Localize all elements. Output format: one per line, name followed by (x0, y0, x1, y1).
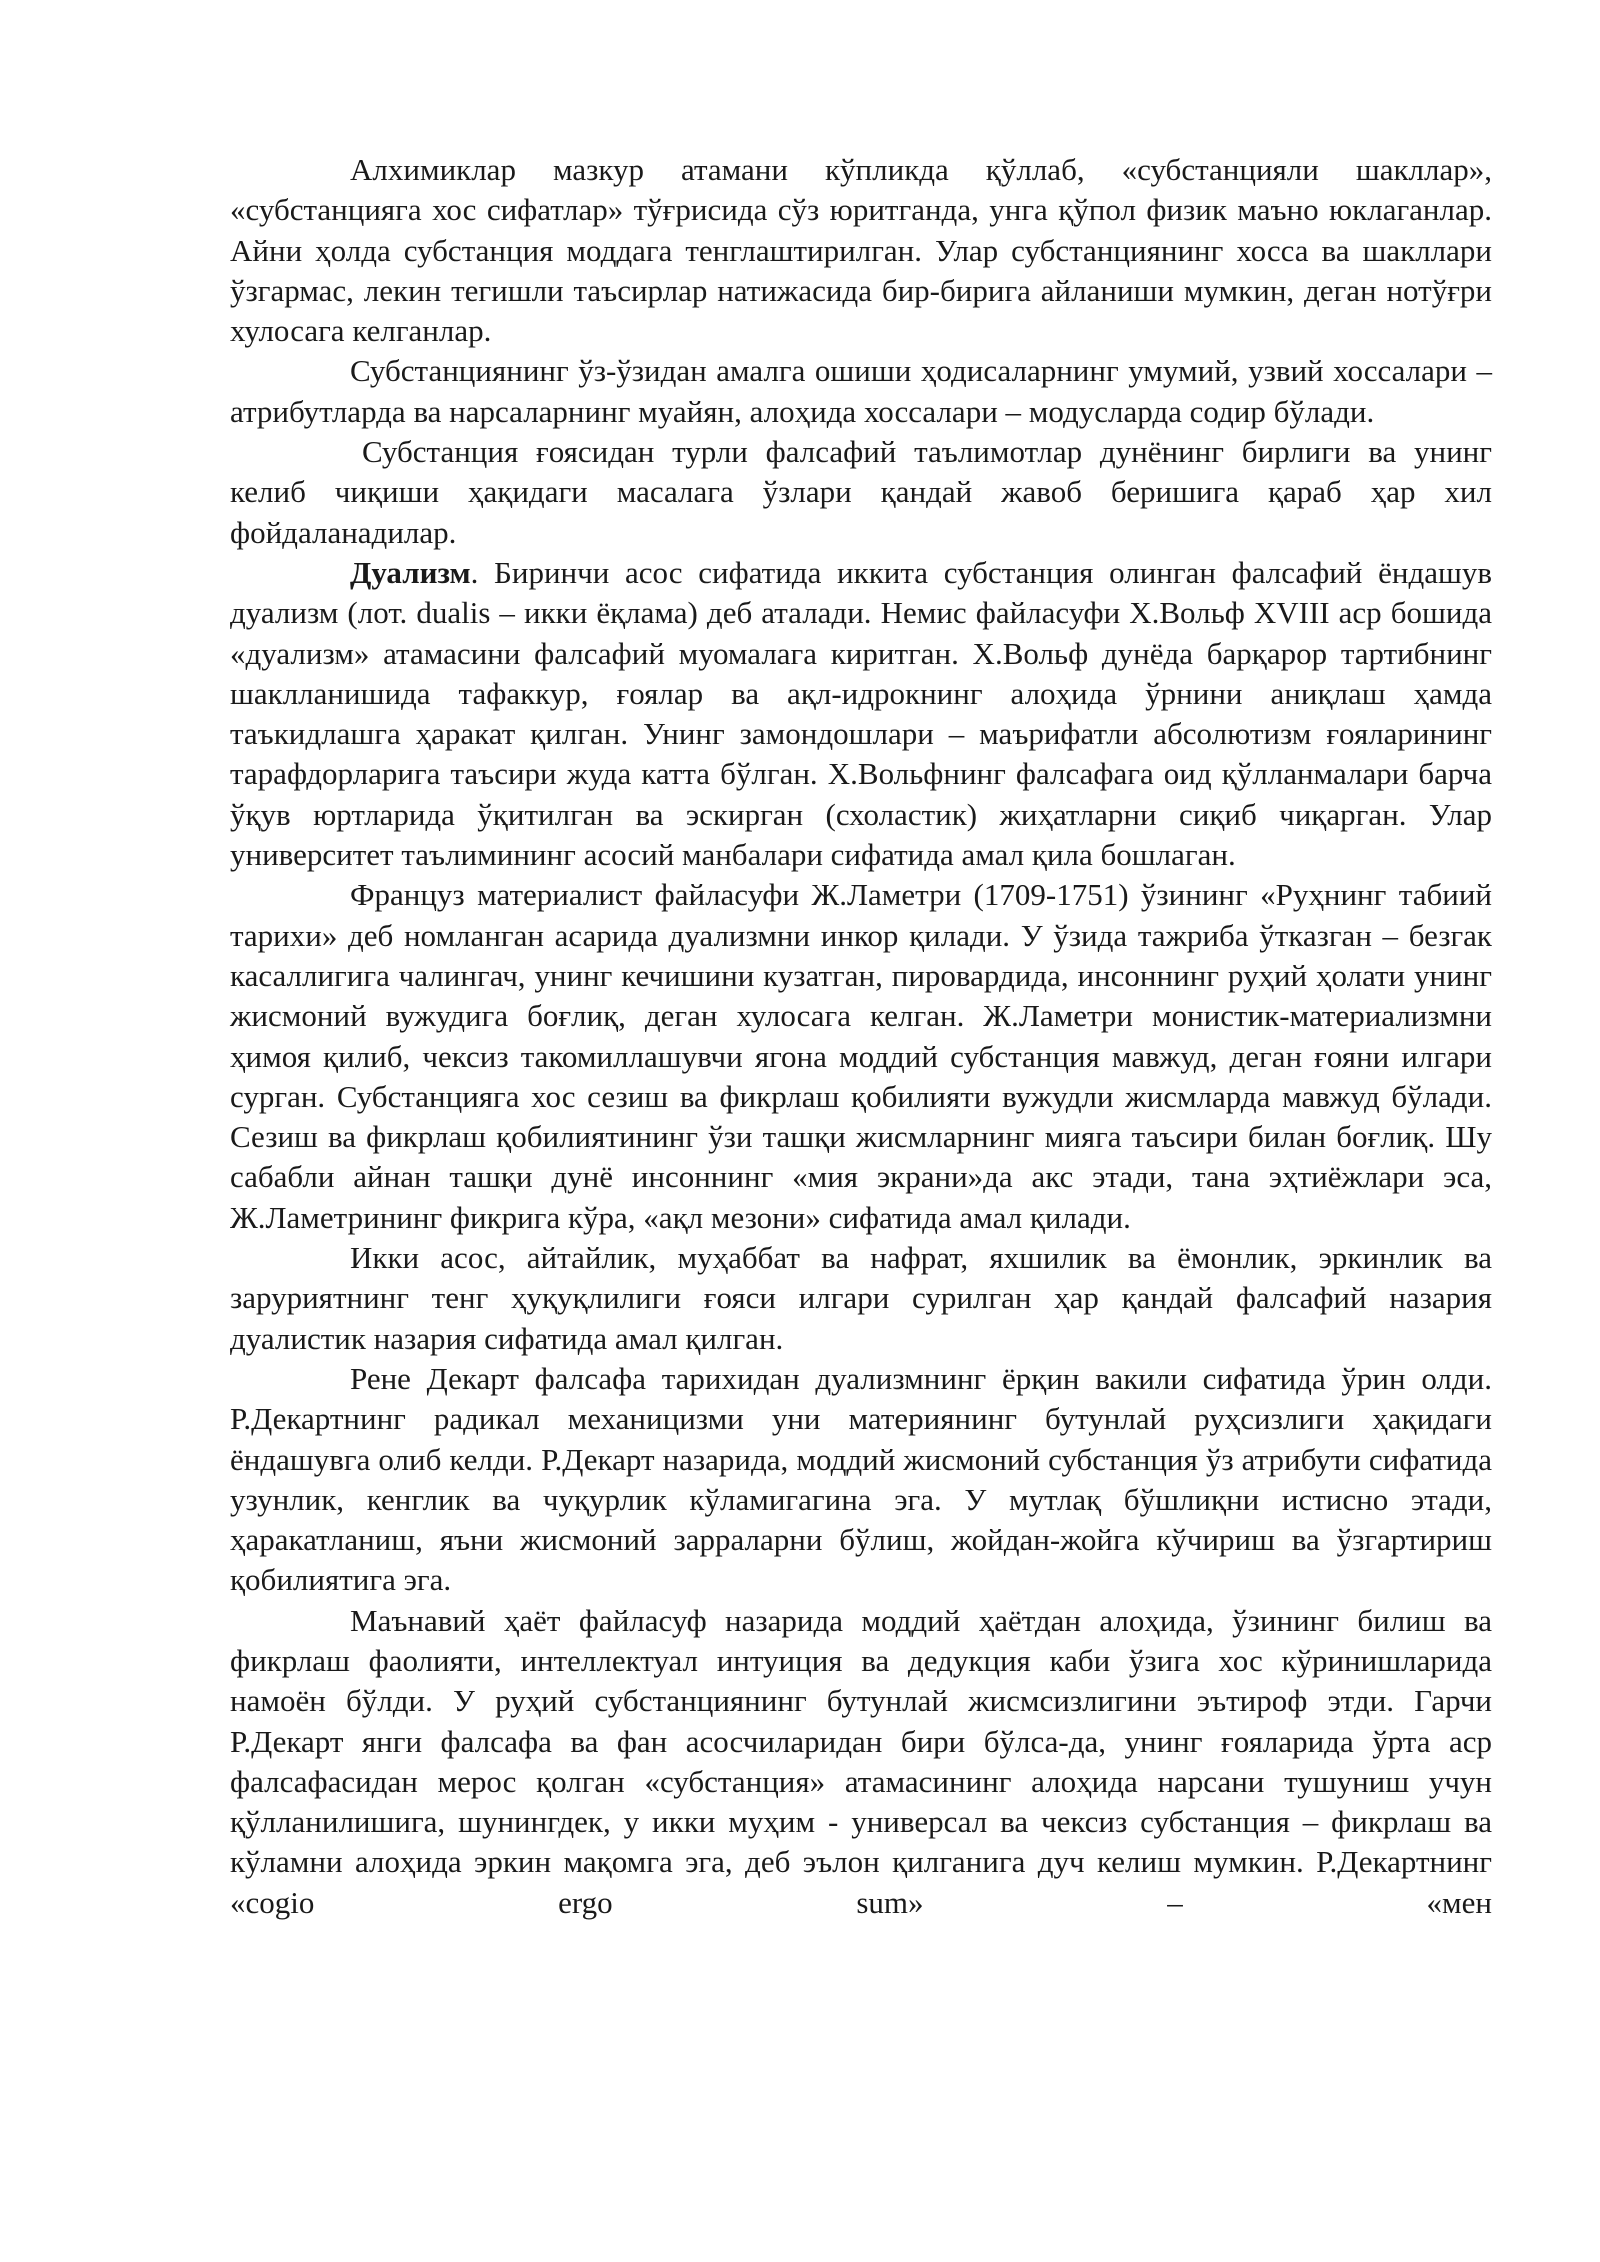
paragraph-descartes: Рене Декарт фалсафа тарихидан дуализмнинг ёрқин вакили сифатида ўрин олди. Р.Декартнинг радикал механицизми уни материянинг бутунлай руҳсизлиги ҳақидаги ёндашувга олиб келди. Р.Декарт назарида, моддий жисмоний субстанция ўз атрибути сифатида узунлик, кенглик ва чуқурлик кўламигагина эга. У мутлақ бўшлиқни истисно этади, ҳаракатланиш, яъни жисмоний зарраларни бўлиш, жойдан-жойга кўчириш ва ўзгартириш қобилиятига эга. (230, 1360, 1492, 1598)
dualism-text: . Биринчи асос сифатида иккита субстанция олинган фалсафий ёндашув дуализм (лот. dualis – икки ёқлама) деб аталади. Немис файласуфи Х.Вольф XVIII аср бошида «дуализм» атамасини фалсафий муомалага киритган. Х.Вольф дунёда барқарор тартибнинг шаклланишида тафаккур, ғоялар ва ақл-идрокнинг алоҳида ўрнини аниқлаш ҳамда таъкидлашга ҳаракат қилган. Унинг замондошлари – маърифатли абсолютизм ғояларининг тарафдорларига таъсири жуда катта бўлган. Х.Вольфнинг фалсафага оид қўлланмалари барча ўқув юртларида ўқитилган ва эскирган (схоластик) жиҳатларни сиқиб чиқарган. Улар университет таълимининг асосий манбалари сифатида амал қила бошлаган. (230, 554, 1492, 873)
paragraph-self-realization: Субстанциянинг ўз-ўзидан амалга ошиши ҳодисаларнинг умумий, узвий хоссалари – атрибутларда ва нарсаларнинг муайян, алоҳида хоссалари – модусларда содир бўлади. (230, 353, 1492, 429)
paragraph-two-principles: Икки асос, айтайлик, муҳаббат ва нафрат, яхшилик ва ёмонлик, эркинлик ва заруриятнинг тенг ҳуқуқлилиги ғояси илгари сурилган ҳар қандай фалсафий назария дуалистик назария сифатида амал қилган. (230, 1240, 1492, 1356)
paragraph-substance-idea: Субстанция ғоясидан турли фалсафий таълимотлар дунёнинг бирлиги ва унинг келиб чиқиши ҳақидаги масалага ўзлари қандай жавоб беришига қараб ҳар хил фойдаланадилар. (230, 434, 1492, 550)
document-page (230, 150, 1492, 1923)
dualism-term: Дуализм (350, 554, 471, 590)
paragraph-spiritual-life: Маънавий ҳаёт файласуф назарида моддий ҳаётдан алоҳида, ўзининг билиш ва фикрлаш фаолияти, интеллектуал интуиция ва дедукция каби ўзига хос кўринишларида намоён бўлди. У руҳий субстанциянинг бутунлай жисмсизлигини эътироф этди. Гарчи Р.Декарт янги фалсафа ва фан асосчиларидан бири бўлса-да, унинг ғояларида ўрта аср фалсафасидан мерос қолган «субстанция» атамасининг алоҳида нарсани тушуниш учун қўлланилишига, шунингдек, у икки муҳим - универсал ва чексиз субстанция – фикрлаш ва кўламни алоҳида эркин мақомга эга, деб эълон қилганига дуч келиш мумкин. Р.Декартнинг «cogio ergo sum» – «мен (230, 1602, 1492, 1920)
paragraph-dualism (230, 553, 1492, 875)
paragraph-lametrie: Француз материалист файласуфи Ж.Ламетри (1709-1751) ўзининг «Руҳнинг табиий тарихи» деб номланган асарида дуализмни инкор қилади. У ўзида тажриба ўтказган – безгак касаллигига чалингач, унинг кечишини кузатган, пировардида, инсоннинг руҳий ҳолати унинг жисмоний вужудига боғлиқ, деган хулосага келган. Ж.Ламетри монистик-материализмни ҳимоя қилиб, чексиз такомиллашувчи ягона моддий субстанция мавжуд, деган ғояни илгари сурган. Субстанцияга хос сезиш ва фикрлаш қобилияти вужудли жисмларда мавжуд бўлади. Сезиш ва фикрлаш қобилиятининг ўзи ташқи жисмларнинг мияга таъсири билан боғлиқ. Шу сабабли айнан ташқи дунё инсоннинг «мия экрани»да акс этади, тана эҳтиёжлари эса, Ж.Ламетрининг фикрига кўра, «ақл мезони» сифатида амал қилади. (230, 877, 1492, 1235)
paragraph-alchemists: Алхимиклар мазкур атамани кўпликда қўллаб, «субстанцияли шакллар», «субстанцияга хос сифатлар» тўғрисида сўз юритганда, унга қўпол физик маъно юклаганлар. Айни ҳолда субстанция моддага тенглаштирилган. Улар субстанциянинг хосса ва шакллари ўзгармас, лекин тегишли таъсирлар натижасида бир-бирига айланиши мумкин, деган нотўғри хулосага келганлар. (230, 152, 1492, 349)
